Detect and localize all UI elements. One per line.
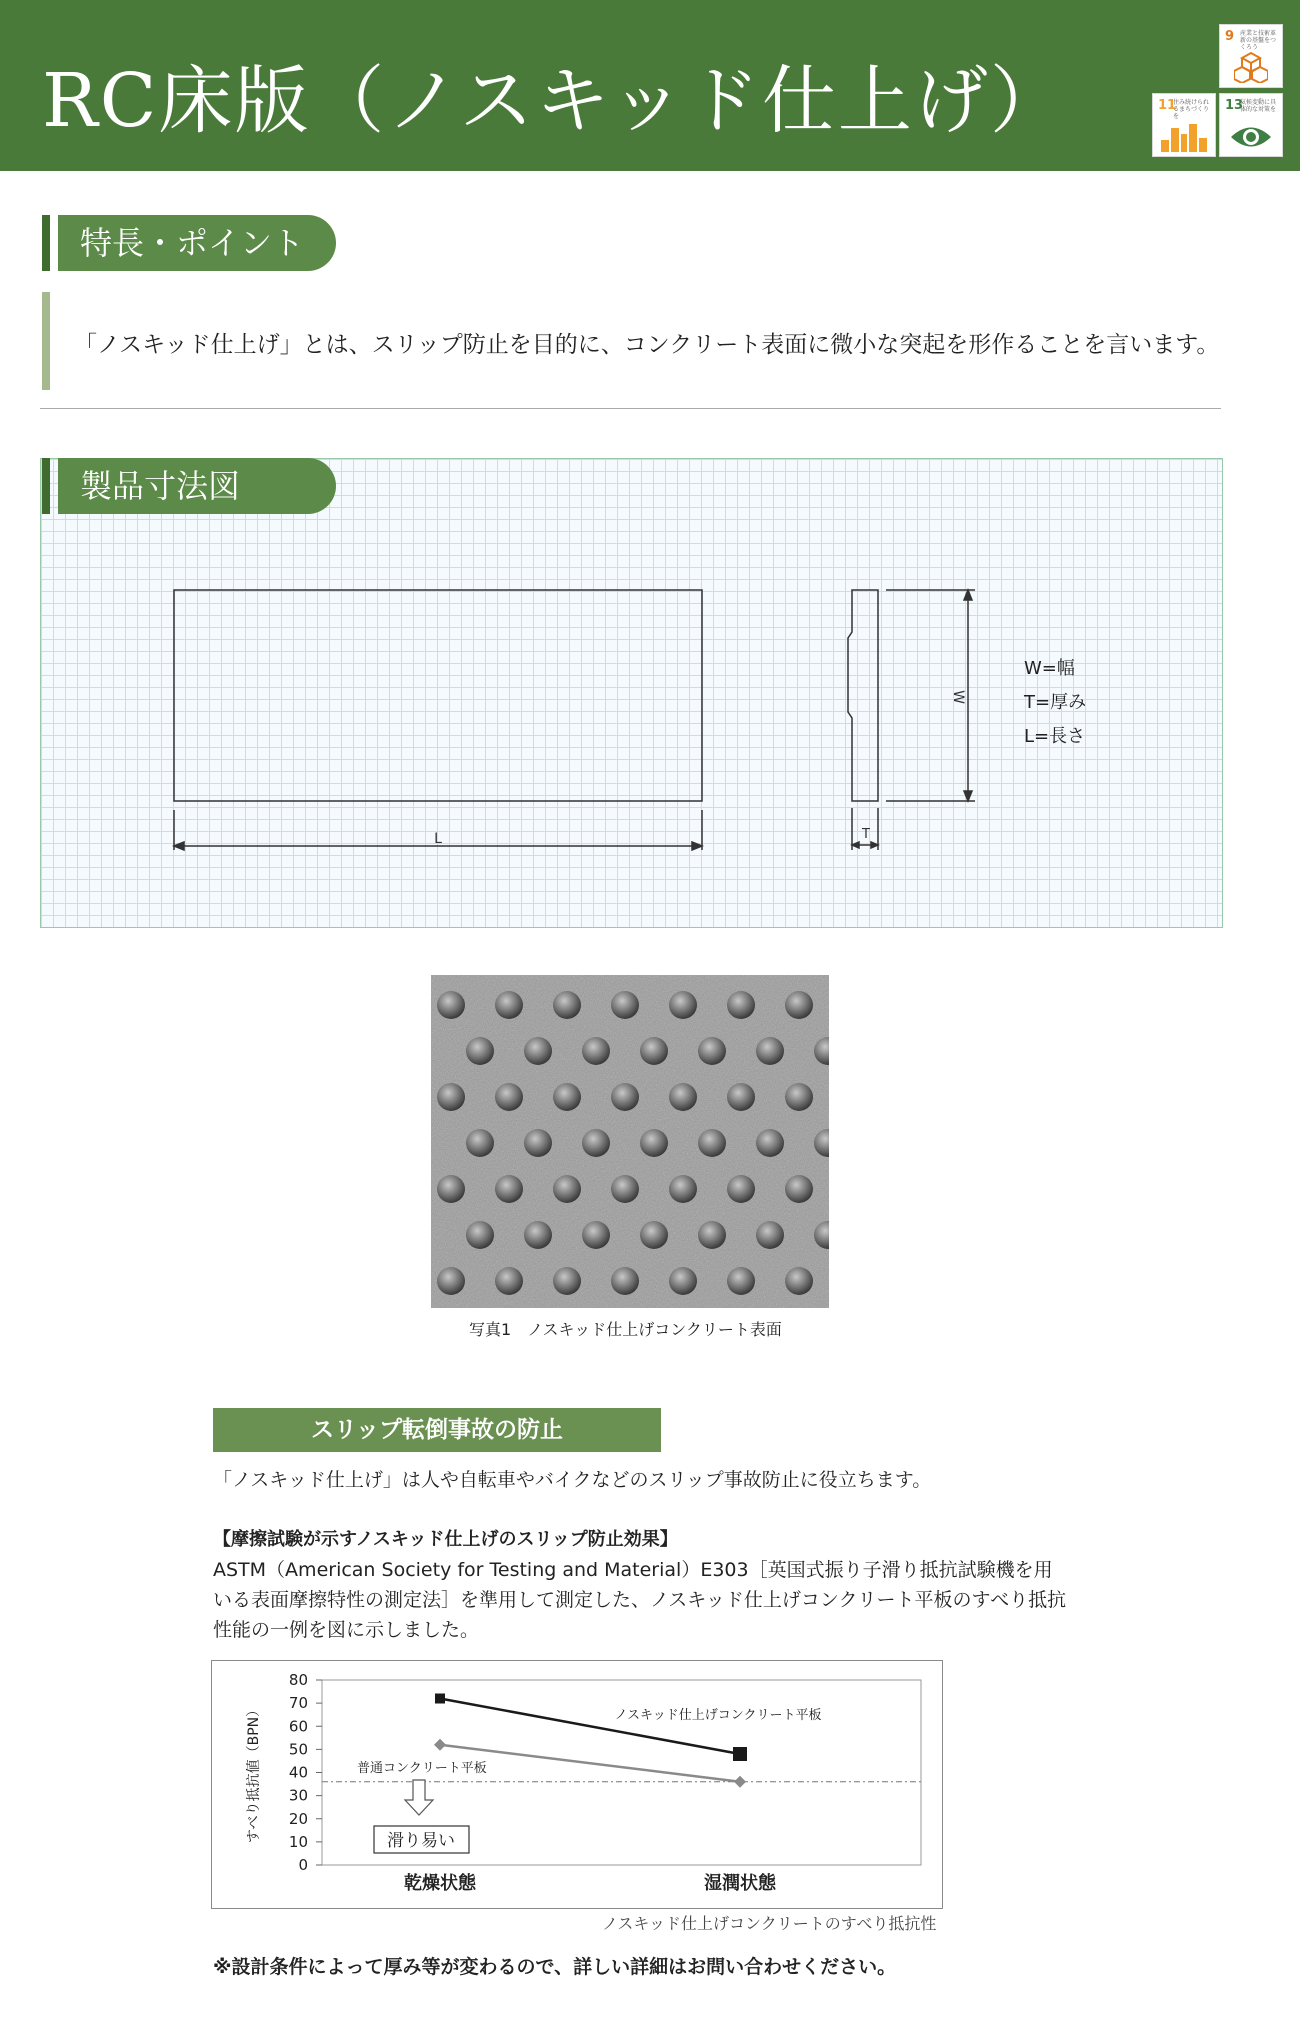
sdg-9-number: 9 xyxy=(1225,29,1235,44)
data-point-square xyxy=(733,1747,747,1761)
series-label: 普通コンクリート平板 xyxy=(357,1761,487,1776)
page-title: RC床版（ノスキッド仕上げ） xyxy=(42,58,1066,144)
label-T: T xyxy=(862,827,870,842)
sdg-11-number: 11 xyxy=(1158,98,1177,113)
features-heading: 特長・ポイント xyxy=(58,215,336,271)
slip-subheading: 【摩擦試験が示すノスキッド仕上げのスリップ防止効果】 xyxy=(213,1529,678,1550)
y-tick-label: 50 xyxy=(288,1740,308,1759)
y-tick-label: 80 xyxy=(288,1671,308,1689)
legend-length: L=長さ xyxy=(1024,726,1086,747)
y-tick-label: 20 xyxy=(288,1809,308,1828)
y-tick-label: 60 xyxy=(288,1717,308,1736)
legend-thickness: T=厚み xyxy=(1024,692,1087,713)
y-tick-label: 30 xyxy=(288,1786,308,1805)
sdg-11-text: 住み続けられるまちづくりを xyxy=(1173,99,1210,120)
slip-body-line-3: 性能の一例を図に示しました。 xyxy=(213,1619,480,1641)
y-axis-label: すべり抵抗値（BPN） xyxy=(246,1702,262,1844)
slip-body-line-2: いる表面摩擦特性の測定法］を準用して測定した、ノスキッド仕上げコンクリート平板のすべり抵抗 xyxy=(213,1589,1067,1611)
x-category-label: 湿潤状態 xyxy=(704,1873,776,1894)
slip-body-line-1: ASTM（American Society for Testing and Material）E303［英国式振り子滑り抵抗試験機を用 xyxy=(213,1559,1053,1581)
legend-width: W=幅 xyxy=(1024,658,1075,679)
y-tick-label: 10 xyxy=(288,1832,308,1851)
label-L: L xyxy=(434,831,442,847)
y-tick-label: 0 xyxy=(298,1856,308,1874)
photo-caption: 写真1 ノスキッド仕上げコンクリート表面 xyxy=(469,1320,782,1339)
y-tick-label: 40 xyxy=(288,1763,308,1782)
sdg-13-number: 13 xyxy=(1225,98,1244,113)
data-point-square xyxy=(435,1694,445,1704)
features-text: 「ノスキッド仕上げ」とは、スリップ防止を目的に、コンクリート表面に微小な突起を形作ることを言います。 xyxy=(74,332,1220,358)
footnote: ※設計条件によって厚み等が変わるので、詳しい詳細はお問い合わせください。 xyxy=(213,1956,897,1978)
data-point-diamond xyxy=(434,1739,446,1751)
y-tick-label: 70 xyxy=(288,1694,308,1713)
down-arrow-icon xyxy=(405,1780,433,1815)
slip-intro: 「ノスキッド仕上げ」は人や自転車やバイクなどのスリップ事故防止に役立ちます。 xyxy=(213,1469,932,1491)
label-W: W xyxy=(950,690,966,704)
slip-heading: スリップ転倒事故の防止 xyxy=(213,1408,661,1452)
chart-caption: ノスキッド仕上げコンクリートのすべり抵抗性 xyxy=(602,1914,937,1933)
dimensions-heading: 製品寸法図 xyxy=(58,458,336,514)
sdg-13-text: 気候変動に具体的な対策を xyxy=(1240,99,1277,113)
series-label: ノスキッド仕上げコンクリート平板 xyxy=(614,1708,822,1723)
sdg-9-text: 産業と技術革新の基盤をつくろう xyxy=(1240,30,1277,51)
annotation-label: 滑り易い xyxy=(387,1831,455,1851)
x-category-label: 乾燥状態 xyxy=(404,1873,476,1894)
data-point-diamond xyxy=(734,1776,746,1788)
series-line xyxy=(440,1699,740,1755)
